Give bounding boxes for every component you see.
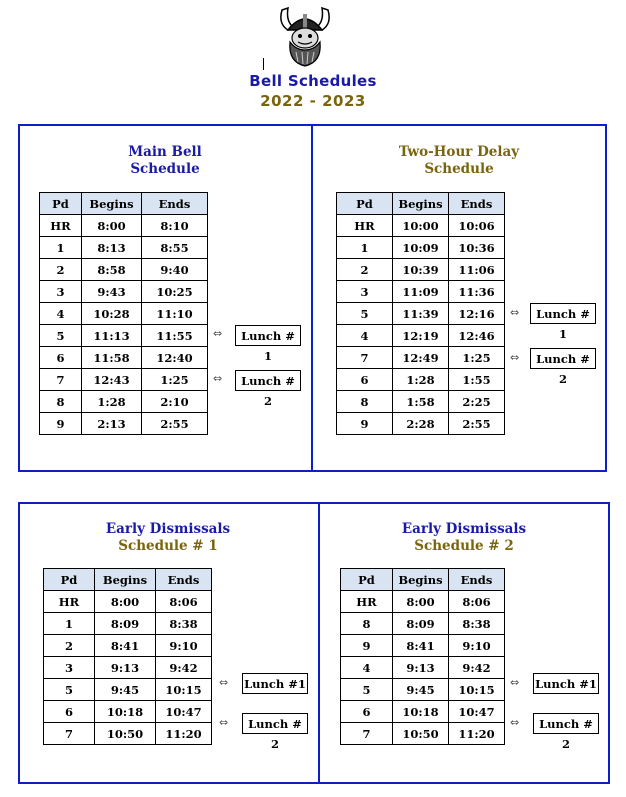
column-header: Ends	[156, 569, 212, 591]
double-arrow-icon: ⇔	[213, 327, 223, 340]
column-header: Ends	[449, 193, 505, 215]
double-arrow-icon: ⇔	[510, 306, 520, 319]
column-header: Begins	[95, 569, 156, 591]
table-row: 8 1:28 2:10	[40, 391, 208, 413]
table-row: HR 8:00 8:10	[40, 215, 208, 237]
early-dismissal-1-title: Early Dismissals Schedule # 1	[105, 521, 231, 554]
table-row: HR 8:00 8:06	[341, 591, 505, 613]
table-row: 6 10:18 10:47	[44, 701, 212, 723]
column-header: Ends	[449, 569, 505, 591]
table-row: 1 10:09 10:36	[337, 237, 505, 259]
table-row: 4 9:13 9:42	[341, 657, 505, 679]
table-row: 7 12:49 1:25	[337, 347, 505, 369]
column-header: Begins	[82, 193, 142, 215]
table-row: 9 8:41 9:10	[341, 635, 505, 657]
early-dismissal-2-table	[340, 568, 505, 745]
table-row: 1 8:13 8:55	[40, 237, 208, 259]
main-lunch-1-label: Lunch # 1	[235, 325, 301, 346]
early1-lunch-2-label: Lunch # 2	[242, 713, 308, 734]
column-header: Pd	[341, 569, 393, 591]
early-dismissal-1-table	[43, 568, 212, 745]
table-row: 4 10:28 11:10	[40, 303, 208, 325]
table-row: 6 1:28 1:55	[337, 369, 505, 391]
two-hour-delay-title: Two-Hour Delay Schedule	[398, 144, 520, 177]
table-row: 7 10:50 11:20	[44, 723, 212, 745]
school-year: 2022 - 2023	[260, 92, 366, 110]
table-row: 7 10:50 11:20	[341, 723, 505, 745]
top-panel-divider	[311, 124, 313, 472]
main-lunch-2-label: Lunch # 2	[235, 370, 301, 391]
table-row: 8 1:58 2:25	[337, 391, 505, 413]
table-row: 3 11:09 11:36	[337, 281, 505, 303]
double-arrow-icon: ⇔	[219, 716, 229, 729]
table-row: 2 10:39 11:06	[337, 259, 505, 281]
double-arrow-icon: ⇔	[213, 372, 223, 385]
table-row: 5 9:45 10:15	[341, 679, 505, 701]
double-arrow-icon: ⇔	[510, 351, 520, 364]
main-bell-title: Main Bell Schedule	[128, 144, 202, 177]
main-bell-table	[39, 192, 208, 435]
early-dismissal-2-title: Early Dismissals Schedule # 2	[401, 521, 527, 554]
table-row: 5 11:39 12:16	[337, 303, 505, 325]
page-title: Bell Schedules	[249, 72, 377, 90]
column-header: Pd	[337, 193, 393, 215]
two-hour-delay-table	[336, 192, 505, 435]
column-header: Pd	[40, 193, 82, 215]
double-arrow-icon: ⇔	[219, 676, 229, 689]
table-row: 4 12:19 12:46	[337, 325, 505, 347]
early2-lunch-2-label: Lunch # 2	[533, 713, 599, 734]
table-row: 5 11:13 11:55	[40, 325, 208, 347]
bottom-panel-divider	[318, 502, 320, 784]
table-row: 7 12:43 1:25	[40, 369, 208, 391]
table-row: HR 10:00 10:06	[337, 215, 505, 237]
column-header: Pd	[44, 569, 95, 591]
table-row: 2 8:58 9:40	[40, 259, 208, 281]
viking-mascot-icon	[276, 4, 334, 68]
table-row: 2 8:41 9:10	[44, 635, 212, 657]
table-row: 6 11:58 12:40	[40, 347, 208, 369]
early2-lunch-1-label: Lunch #1	[533, 673, 599, 694]
table-row: 9 2:28 2:55	[337, 413, 505, 435]
table-row: 8 8:09 8:38	[341, 613, 505, 635]
early1-lunch-1-label: Lunch #1	[242, 673, 308, 694]
table-row: HR 8:00 8:06	[44, 591, 212, 613]
double-arrow-icon: ⇔	[510, 716, 520, 729]
delay-lunch-2-label: Lunch # 2	[530, 348, 596, 369]
table-row: 6 10:18 10:47	[341, 701, 505, 723]
table-row: 3 9:43 10:25	[40, 281, 208, 303]
text-cursor	[263, 58, 264, 70]
table-row: 3 9:13 9:42	[44, 657, 212, 679]
column-header: Begins	[393, 569, 449, 591]
table-row: 9 2:13 2:55	[40, 413, 208, 435]
table-row: 1 8:09 8:38	[44, 613, 212, 635]
table-row: 5 9:45 10:15	[44, 679, 212, 701]
column-header: Begins	[393, 193, 449, 215]
column-header: Ends	[142, 193, 208, 215]
double-arrow-icon: ⇔	[510, 676, 520, 689]
delay-lunch-1-label: Lunch # 1	[530, 303, 596, 324]
